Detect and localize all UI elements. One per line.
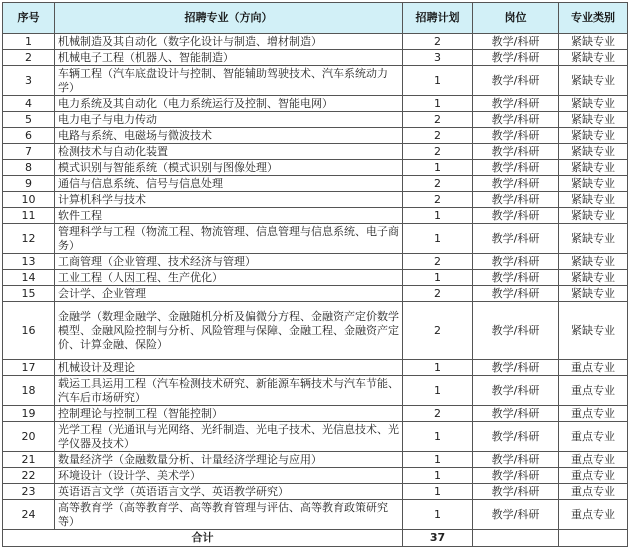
row-major: 环境设计（设计学、美术学）	[55, 468, 403, 484]
table-row	[3, 34, 628, 50]
row-number: 6	[3, 128, 55, 144]
table-row	[3, 376, 628, 406]
row-position: 教学/科研	[473, 34, 559, 50]
table-body	[3, 34, 628, 530]
row-major: 控制理论与控制工程（智能控制）	[55, 406, 403, 422]
row-plan: 1	[403, 484, 473, 500]
header-position: 岗位	[473, 3, 559, 34]
row-position: 教学/科研	[473, 144, 559, 160]
row-plan: 1	[403, 160, 473, 176]
row-category: 紧缺专业	[559, 50, 628, 66]
table-row	[3, 254, 628, 270]
row-number: 17	[3, 360, 55, 376]
row-plan: 2	[403, 192, 473, 208]
row-number: 24	[3, 500, 55, 530]
row-category: 紧缺专业	[559, 96, 628, 112]
table-row	[3, 500, 628, 530]
row-number: 4	[3, 96, 55, 112]
row-number: 3	[3, 66, 55, 96]
row-position: 教学/科研	[473, 500, 559, 530]
row-number: 18	[3, 376, 55, 406]
row-number: 10	[3, 192, 55, 208]
header-major: 招聘专业（方向）	[55, 3, 403, 34]
row-position: 教学/科研	[473, 160, 559, 176]
table-row	[3, 192, 628, 208]
row-plan: 1	[403, 96, 473, 112]
row-category: 重点专业	[559, 468, 628, 484]
row-position: 教学/科研	[473, 452, 559, 468]
row-position: 教学/科研	[473, 224, 559, 254]
table-row	[3, 286, 628, 302]
table-row	[3, 128, 628, 144]
row-category: 紧缺专业	[559, 270, 628, 286]
row-position: 教学/科研	[473, 66, 559, 96]
row-major: 工商管理（企业管理、技术经济与管理）	[55, 254, 403, 270]
row-major: 管理科学与工程（物流工程、物流管理、信息管理与信息系统、电子商务）	[55, 224, 403, 254]
row-plan: 1	[403, 376, 473, 406]
row-plan: 1	[403, 360, 473, 376]
table-row	[3, 176, 628, 192]
row-number: 15	[3, 286, 55, 302]
row-category: 紧缺专业	[559, 144, 628, 160]
row-category: 紧缺专业	[559, 34, 628, 50]
row-number: 11	[3, 208, 55, 224]
row-major: 软件工程	[55, 208, 403, 224]
row-plan: 2	[403, 406, 473, 422]
row-category: 紧缺专业	[559, 224, 628, 254]
row-major: 计算机科学与技术	[55, 192, 403, 208]
row-major: 电力电子与电力传动	[55, 112, 403, 128]
table-row	[3, 50, 628, 66]
table-row	[3, 160, 628, 176]
row-plan: 1	[403, 468, 473, 484]
total-empty-category	[559, 530, 628, 547]
row-position: 教学/科研	[473, 128, 559, 144]
row-position: 教学/科研	[473, 468, 559, 484]
row-number: 5	[3, 112, 55, 128]
table-row	[3, 406, 628, 422]
row-category: 紧缺专业	[559, 286, 628, 302]
row-category: 重点专业	[559, 376, 628, 406]
row-major: 英语语言文学（英语语言文学、英语教学研究）	[55, 484, 403, 500]
row-major: 通信与信息系统、信号与信息处理	[55, 176, 403, 192]
row-plan: 1	[403, 452, 473, 468]
row-number: 16	[3, 302, 55, 360]
row-number: 7	[3, 144, 55, 160]
row-major: 载运工具运用工程（汽车检测技术研究、新能源车辆技术与汽车节能、汽车后市场研究）	[55, 376, 403, 406]
row-position: 教学/科研	[473, 176, 559, 192]
total-row	[3, 530, 628, 547]
row-number: 14	[3, 270, 55, 286]
table-row	[3, 360, 628, 376]
row-plan: 1	[403, 66, 473, 96]
row-category: 紧缺专业	[559, 176, 628, 192]
row-major: 工业工程（人因工程、生产优化）	[55, 270, 403, 286]
table-row	[3, 144, 628, 160]
row-number: 20	[3, 422, 55, 452]
row-major: 电路与系统、电磁场与微波技术	[55, 128, 403, 144]
table-row	[3, 208, 628, 224]
row-position: 教学/科研	[473, 192, 559, 208]
row-plan: 1	[403, 500, 473, 530]
row-number: 2	[3, 50, 55, 66]
table-row	[3, 468, 628, 484]
row-category: 紧缺专业	[559, 128, 628, 144]
row-major: 机械制造及其自动化（数字化设计与制造、增材制造）	[55, 34, 403, 50]
row-plan: 2	[403, 144, 473, 160]
row-major: 光学工程（光通讯与光网络、光纤制造、光电子技术、光信息技术、光学仪器及技术）	[55, 422, 403, 452]
row-major: 会计学、企业管理	[55, 286, 403, 302]
total-sum: 37	[403, 530, 473, 547]
row-plan: 2	[403, 128, 473, 144]
row-category: 重点专业	[559, 452, 628, 468]
row-category: 重点专业	[559, 422, 628, 452]
row-number: 12	[3, 224, 55, 254]
row-position: 教学/科研	[473, 406, 559, 422]
row-category: 紧缺专业	[559, 66, 628, 96]
row-category: 紧缺专业	[559, 254, 628, 270]
row-category: 紧缺专业	[559, 192, 628, 208]
table-row	[3, 112, 628, 128]
row-major: 电力系统及其自动化（电力系统运行及控制、智能电网）	[55, 96, 403, 112]
row-plan: 1	[403, 208, 473, 224]
row-plan: 1	[403, 224, 473, 254]
row-category: 重点专业	[559, 484, 628, 500]
row-category: 紧缺专业	[559, 302, 628, 360]
header-no: 序号	[3, 3, 55, 34]
row-major: 高等教育学（高等教育学、高等教育管理与评估、高等教育政策研究等）	[55, 500, 403, 530]
header-category: 专业类别	[559, 3, 628, 34]
total-empty-position	[473, 530, 559, 547]
row-plan: 2	[403, 112, 473, 128]
row-position: 教学/科研	[473, 286, 559, 302]
row-plan: 2	[403, 34, 473, 50]
row-number: 1	[3, 34, 55, 50]
row-position: 教学/科研	[473, 50, 559, 66]
total-label: 合计	[3, 530, 403, 547]
row-number: 8	[3, 160, 55, 176]
row-major: 检测技术与自动化装置	[55, 144, 403, 160]
row-major: 车辆工程（汽车底盘设计与控制、智能辅助驾驶技术、汽车系统动力学）	[55, 66, 403, 96]
row-plan: 3	[403, 50, 473, 66]
header-row	[3, 3, 628, 34]
row-category: 重点专业	[559, 360, 628, 376]
row-position: 教学/科研	[473, 254, 559, 270]
row-number: 13	[3, 254, 55, 270]
table-row	[3, 270, 628, 286]
row-number: 19	[3, 406, 55, 422]
row-category: 紧缺专业	[559, 208, 628, 224]
recruitment-table	[2, 2, 628, 547]
row-plan: 2	[403, 254, 473, 270]
row-position: 教学/科研	[473, 484, 559, 500]
row-position: 教学/科研	[473, 208, 559, 224]
row-number: 21	[3, 452, 55, 468]
row-plan: 2	[403, 302, 473, 360]
header-plan: 招聘计划	[403, 3, 473, 34]
row-number: 9	[3, 176, 55, 192]
row-plan: 2	[403, 286, 473, 302]
row-position: 教学/科研	[473, 112, 559, 128]
table-row	[3, 224, 628, 254]
row-major: 模式识别与智能系统（模式识别与图像处理）	[55, 160, 403, 176]
row-number: 23	[3, 484, 55, 500]
table-row	[3, 302, 628, 360]
row-category: 紧缺专业	[559, 160, 628, 176]
row-number: 22	[3, 468, 55, 484]
table-row	[3, 66, 628, 96]
row-plan: 1	[403, 422, 473, 452]
row-position: 教学/科研	[473, 96, 559, 112]
row-position: 教学/科研	[473, 360, 559, 376]
row-major: 机械电子工程（机器人、智能制造）	[55, 50, 403, 66]
table-row	[3, 484, 628, 500]
row-category: 紧缺专业	[559, 112, 628, 128]
row-major: 数量经济学（金融数量分析、计量经济学理论与应用）	[55, 452, 403, 468]
table-row	[3, 452, 628, 468]
row-position: 教学/科研	[473, 376, 559, 406]
row-plan: 1	[403, 270, 473, 286]
row-plan: 2	[403, 176, 473, 192]
row-position: 教学/科研	[473, 422, 559, 452]
row-position: 教学/科研	[473, 270, 559, 286]
row-category: 重点专业	[559, 500, 628, 530]
row-major: 金融学（数理金融学、金融随机分析及偏微分方程、金融资产定价数学模型、金融风险控制与分析、风险管理与保障、金融工程、金融资产定价、计算金融、保险）	[55, 302, 403, 360]
table-row	[3, 422, 628, 452]
row-category: 重点专业	[559, 406, 628, 422]
row-major: 机械设计及理论	[55, 360, 403, 376]
row-position: 教学/科研	[473, 302, 559, 360]
table-row	[3, 96, 628, 112]
